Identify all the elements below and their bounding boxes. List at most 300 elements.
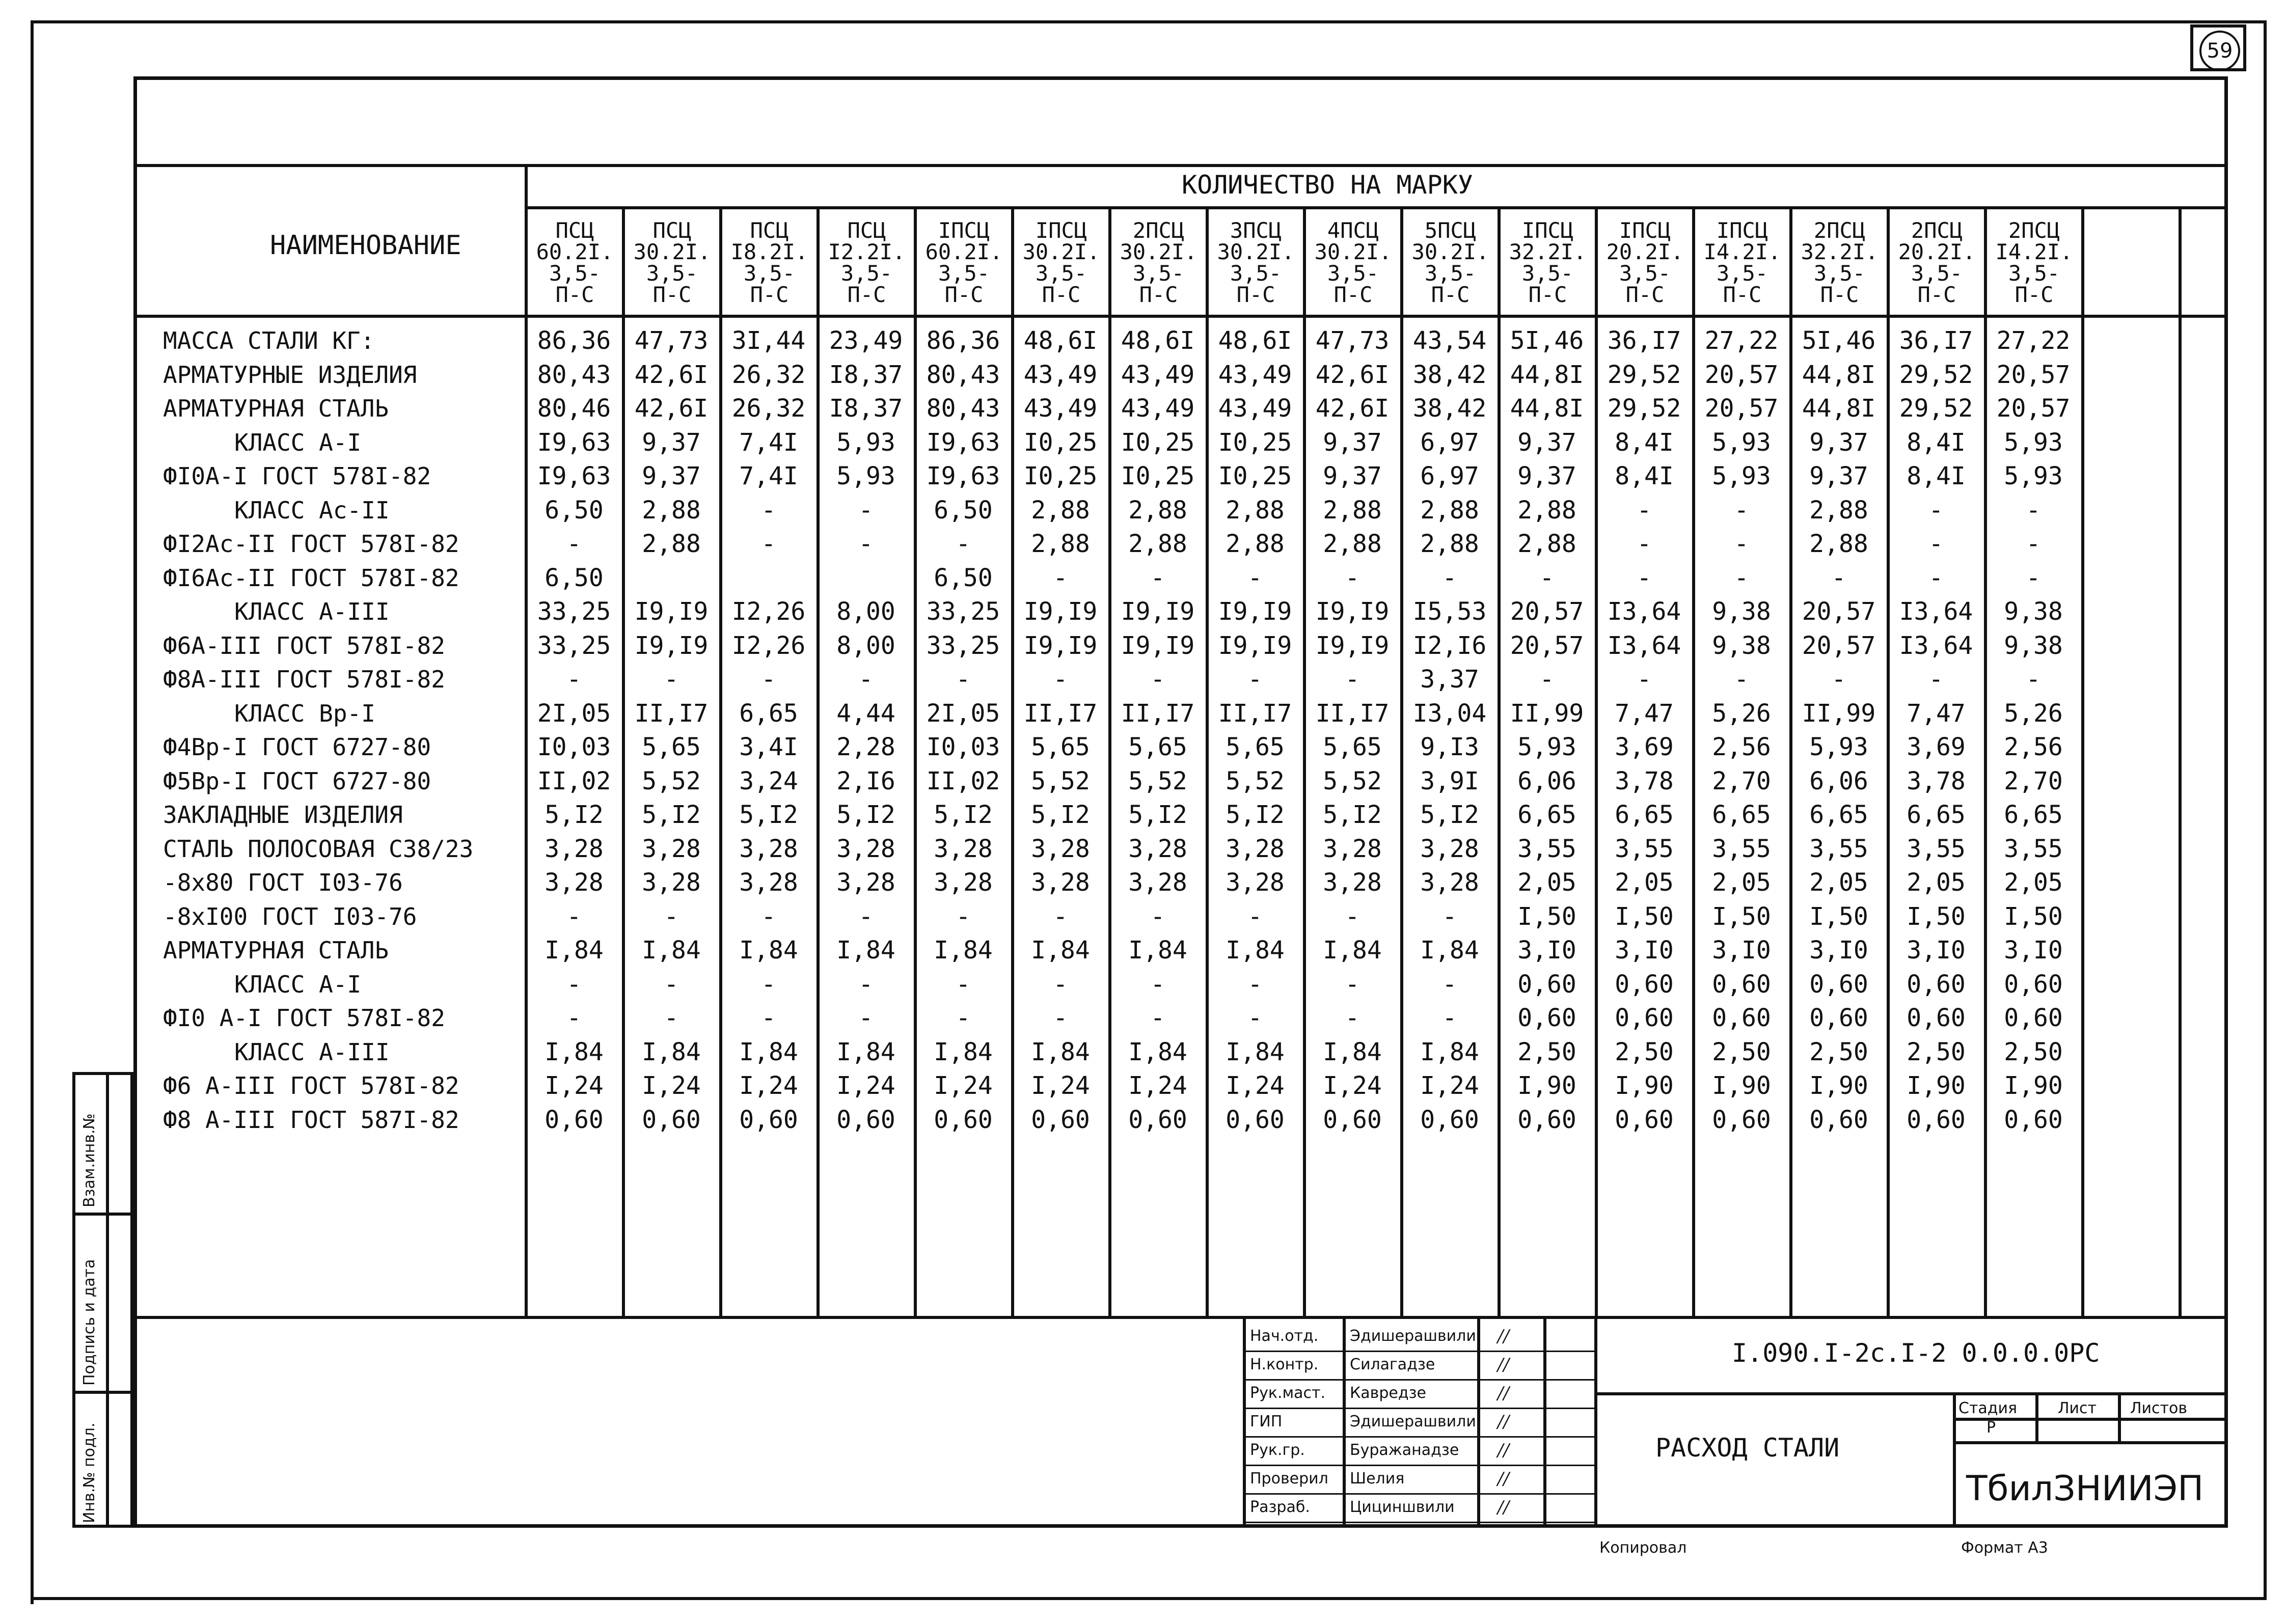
mark-line: 30.2I.	[1022, 239, 1100, 264]
table-cell: 36,I7	[1607, 326, 1681, 355]
table-cell: -	[1442, 970, 1457, 999]
table-cell: I9,I9	[1218, 597, 1292, 626]
table-cell: 42,6I	[1315, 360, 1390, 389]
table-cell: -	[1053, 902, 1068, 931]
table-cell: 2,05	[1517, 868, 1576, 897]
table-cell: I,84	[1031, 936, 1090, 965]
table-cell: I8,37	[829, 394, 903, 423]
person-label: Буражанадзе	[1350, 1441, 1459, 1459]
mark-line: 2ПСЦ	[2008, 218, 2060, 243]
mark-header	[625, 220, 719, 306]
table-cell: 3,28	[739, 868, 798, 897]
table-cell: 2,88	[1128, 496, 1187, 525]
header-bottom-line	[133, 315, 2228, 318]
signature-mark: ∕∕	[1498, 1383, 1509, 1403]
table-cell: -	[1247, 665, 1263, 694]
row-name: КЛАСС А-III	[234, 1038, 390, 1066]
table-cell: 38,42	[1412, 360, 1487, 389]
side-divider-2	[75, 1391, 130, 1394]
mark-line: I2.2I.	[828, 239, 906, 264]
table-cell: 48,6I	[1121, 326, 1195, 355]
table-cell: 3,9I	[1420, 766, 1479, 795]
table-cell: 3,28	[1420, 868, 1479, 897]
side-label-signature: Подпись и дата	[80, 1259, 98, 1386]
mark-line: 60.2I.	[925, 239, 1003, 264]
table-cell: 8,4I	[1907, 428, 1966, 457]
table-cell: 6,65	[1907, 801, 1966, 829]
tb-main-div	[1594, 1316, 1597, 1528]
mark-line: 3,5-	[1132, 261, 1185, 286]
person-label: Силагадзе	[1350, 1356, 1435, 1373]
table-cell: 8,00	[836, 631, 895, 660]
side-stamp	[72, 1072, 133, 1528]
table-cell: 3,78	[1615, 766, 1674, 795]
side-label-replace: Взам.инв.№	[80, 1113, 98, 1207]
mark-line: 20.2I.	[1898, 239, 1976, 264]
table-cell: I,84	[1128, 936, 1187, 965]
table-cell: 3,28	[545, 868, 604, 897]
table-cell: -	[2026, 665, 2041, 694]
mark-line: 2ПСЦ	[1911, 218, 1963, 243]
table-cell: -	[1345, 902, 1360, 931]
table-cell: I3,64	[1607, 597, 1681, 626]
table-cell: 43,54	[1412, 326, 1487, 355]
table-cell: -	[1637, 563, 1652, 592]
table-cell: II,99	[1510, 699, 1584, 728]
table-cell: 20,57	[1996, 394, 2071, 423]
table-cell: 5,65	[1031, 733, 1090, 761]
table-cell: 0,60	[642, 1105, 701, 1134]
table-cell: 5,93	[1712, 462, 1771, 490]
stage-label: Стадия	[1958, 1399, 2018, 1417]
row-name: ФI6Ас-II ГОСТ 578I-82	[163, 564, 459, 592]
sheets-label: Листов	[2130, 1399, 2188, 1417]
table-cell: 86,36	[926, 326, 1000, 355]
mark-line: IПСЦ	[1619, 218, 1671, 243]
table-cell: -	[1053, 563, 1068, 592]
table-cell: I0,25	[1023, 462, 1098, 490]
table-cell: I,84	[642, 936, 701, 965]
table-cell: 9,37	[642, 462, 701, 490]
row-name: ФI0А-I ГОСТ 578I-82	[163, 462, 431, 490]
table-cell: II,I7	[634, 699, 709, 728]
mark-line: 2ПСЦ	[1132, 218, 1185, 243]
name-column-header: НАИМЕНОВАНИЕ	[270, 230, 461, 261]
table-cell: -	[1928, 563, 1944, 592]
mark-line: 30.2I.	[1120, 239, 1198, 264]
row-name: Ф5Вр-I ГОСТ 6727-80	[163, 767, 431, 795]
copied-label: Копировал	[1599, 1539, 1687, 1557]
table-cell: 0,60	[1517, 1105, 1576, 1134]
person-label: Эдишерашвили	[1350, 1327, 1476, 1345]
table-cell: 0,60	[1907, 1105, 1966, 1134]
table-cell: 38,42	[1412, 394, 1487, 423]
role-line	[1243, 1351, 1594, 1352]
person-label: Цициншвили	[1350, 1498, 1455, 1516]
table-cell: 8,00	[836, 597, 895, 626]
row-name: ЗАКЛАДНЫЕ ИЗДЕЛИЯ	[163, 801, 403, 829]
table-cell: -	[1831, 665, 1846, 694]
table-cell: 44,8I	[1802, 394, 1876, 423]
table-cell: 5,93	[2004, 462, 2063, 490]
table-cell: -	[664, 902, 679, 931]
mark-line: П-С	[1625, 282, 1665, 307]
table-cell: 2,50	[1809, 1037, 1868, 1066]
table-cell: I,90	[1907, 1071, 1966, 1100]
signature-mark: ∕∕	[1498, 1469, 1509, 1489]
table-cell: 9,38	[2004, 597, 2063, 626]
table-cell: 42,6I	[634, 360, 709, 389]
table-cell: -	[956, 970, 971, 999]
table-cell: 0,60	[1615, 970, 1674, 999]
row-name: -8х80 ГОСТ I03-76	[163, 869, 403, 896]
table-cell: I,84	[739, 1037, 798, 1066]
tb-stage-div2	[2118, 1392, 2121, 1441]
mark-line: П-С	[555, 282, 594, 307]
mark-line: 3,5-	[938, 261, 990, 286]
mark-header	[917, 220, 1011, 306]
table-cell: 8,4I	[1907, 462, 1966, 490]
table-cell: 0,60	[1615, 1105, 1674, 1134]
table-cell: -	[2026, 530, 2041, 558]
table-cell: 3,28	[836, 868, 895, 897]
table-cell: I,24	[642, 1071, 701, 1100]
table-cell: I,84	[1226, 1037, 1285, 1066]
table-cell: 9,37	[1809, 462, 1868, 490]
table-cell: 29,52	[1899, 394, 1973, 423]
table-cell: 5,26	[1712, 699, 1771, 728]
table-cell: I9,63	[537, 428, 611, 457]
mark-header	[1111, 220, 1206, 306]
row-name: Ф8 А-III ГОСТ 587I-82	[163, 1106, 459, 1134]
table-cell: 5,65	[1323, 733, 1382, 761]
row-name: КЛАСС Ас-II	[234, 496, 390, 524]
table-cell: I,50	[1712, 902, 1771, 931]
table-cell: I9,I9	[634, 597, 709, 626]
tb-left	[1243, 1316, 1246, 1528]
table-cell: I9,I9	[1121, 631, 1195, 660]
table-cell: -	[664, 1004, 679, 1032]
table-cell: 2,50	[2004, 1037, 2063, 1066]
table-cell: I,84	[934, 1037, 993, 1066]
mark-line: 3,5-	[2008, 261, 2060, 286]
tb-sig-div	[1543, 1316, 1546, 1528]
table-cell: 5,52	[642, 766, 701, 795]
table-cell: I0,03	[537, 733, 611, 761]
table-cell: 27,22	[1704, 326, 1779, 355]
table-cell: -	[956, 530, 971, 558]
mark-line: 30.2I.	[1217, 239, 1295, 264]
table-cell: I0,25	[1121, 462, 1195, 490]
table-cell: 5,65	[1128, 733, 1187, 761]
person-label: Эдишерашвили	[1350, 1413, 1476, 1430]
table-cell: 5,93	[836, 428, 895, 457]
mark-header	[1598, 220, 1692, 306]
table-cell: 20,57	[1510, 597, 1584, 626]
table-cell: 80,43	[926, 394, 1000, 423]
row-name: АРМАТУРНАЯ СТАЛЬ	[163, 395, 389, 422]
table-cell: -	[956, 902, 971, 931]
tb-right-div	[1953, 1392, 1956, 1528]
table-cell: 0,60	[2004, 1004, 2063, 1032]
row-name: Ф4Вр-I ГОСТ 6727-80	[163, 733, 431, 761]
table-cell: I,90	[1809, 1071, 1868, 1100]
table-cell: 5,52	[1128, 766, 1187, 795]
table-cell: I9,I9	[1218, 631, 1292, 660]
mark-line: 60.2I.	[536, 239, 614, 264]
table-cell: 3,I0	[2004, 936, 2063, 965]
mark-line: 3,5-	[549, 261, 601, 286]
table-cell: I,84	[1323, 1037, 1382, 1066]
mark-line: 3,5-	[1424, 261, 1477, 286]
table-cell: -	[566, 1004, 582, 1032]
row-name: Ф8А-III ГОСТ 578I-82	[163, 666, 445, 693]
mark-line: П-С	[750, 282, 789, 307]
table-cell: 3,55	[1809, 834, 1868, 863]
table-cell: 3,55	[1517, 834, 1576, 863]
table-cell: 3,37	[1420, 665, 1479, 694]
table-cell: 2,I6	[836, 766, 895, 795]
table-cell: -	[1637, 665, 1652, 694]
mark-line: ПСЦ	[847, 218, 886, 243]
table-cell: -	[761, 902, 776, 931]
table-cell: 6,50	[934, 496, 993, 525]
table-cell: 0,60	[2004, 970, 2063, 999]
table-cell: 4,44	[836, 699, 895, 728]
header-top-line	[133, 164, 2228, 167]
table-cell: 36,I7	[1899, 326, 1973, 355]
mark-header	[1987, 220, 2081, 306]
table-cell: 20,57	[1802, 597, 1876, 626]
mark-header	[528, 220, 622, 306]
table-cell: 3,28	[1226, 834, 1285, 863]
table-cell: 29,52	[1607, 360, 1681, 389]
table-cell: I,84	[934, 936, 993, 965]
mark-header	[722, 220, 817, 306]
table-cell: 3,28	[1128, 868, 1187, 897]
mark-line: П-С	[1723, 282, 1762, 307]
table-cell: I3,64	[1607, 631, 1681, 660]
table-cell: 5I,46	[1802, 326, 1876, 355]
signature-mark: ∕∕	[1498, 1412, 1509, 1432]
top-frame-line	[31, 20, 2267, 23]
table-cell: 5,I2	[739, 801, 798, 829]
table-cell: 9,37	[1323, 428, 1382, 457]
mark-header	[1501, 220, 1595, 306]
mark-line: 5ПСЦ	[1424, 218, 1477, 243]
organization: ТбилЗНИИЭП	[1966, 1469, 2204, 1509]
table-cell: 44,8I	[1802, 360, 1876, 389]
table-cell: I0,25	[1023, 428, 1098, 457]
table-cell: 0,60	[1517, 1004, 1576, 1032]
mark-line: IПСЦ	[1035, 218, 1087, 243]
role-line	[1243, 1436, 1594, 1438]
table-cell: I,24	[1323, 1071, 1382, 1100]
table-cell: I,84	[1420, 936, 1479, 965]
table-cell: 0,60	[2004, 1105, 2063, 1134]
table-cell: 3,78	[1907, 766, 1966, 795]
mark-line: П-С	[1042, 282, 1081, 307]
table-cell: -	[1442, 902, 1457, 931]
table-cell: I9,I9	[1315, 597, 1390, 626]
mark-line: П-С	[1917, 282, 1956, 307]
table-cell: 7,4I	[739, 462, 798, 490]
sheet-label: Лист	[2058, 1399, 2097, 1417]
table-cell: 5,I2	[1226, 801, 1285, 829]
document-code: I.090.I-2с.I-2 0.0.0.0РС	[1732, 1338, 2100, 1368]
table-cell: -	[858, 496, 874, 525]
row-name: ФI2Ас-II ГОСТ 578I-82	[163, 530, 459, 558]
table-cell: II,I7	[1218, 699, 1292, 728]
table-cell: 0,60	[934, 1105, 993, 1134]
table-cell: 6,97	[1420, 428, 1479, 457]
tb-role-div	[1343, 1316, 1346, 1528]
table-cell: I,50	[2004, 902, 2063, 931]
table-cell: 3,28	[934, 868, 993, 897]
table-cell: I2,I6	[1412, 631, 1487, 660]
table-cell: I,84	[836, 936, 895, 965]
table-cell: 6,50	[934, 563, 993, 592]
table-cell: 3,28	[1031, 868, 1090, 897]
table-cell: 0,60	[1809, 1004, 1868, 1032]
mark-header	[1695, 220, 1789, 306]
table-cell: -	[1247, 1004, 1263, 1032]
role-line	[1243, 1522, 1594, 1523]
mark-line: П-С	[2015, 282, 2054, 307]
mark-line: П-С	[944, 282, 984, 307]
table-cell: 43,49	[1023, 394, 1098, 423]
table-cell: -	[1637, 530, 1652, 558]
mark-header	[1890, 220, 1984, 306]
table-cell: 2I,05	[537, 699, 611, 728]
table-cell: 2,50	[1615, 1037, 1674, 1066]
table-cell: -	[1734, 665, 1749, 694]
table-cell: 33,25	[537, 631, 611, 660]
table-cell: -	[1053, 665, 1068, 694]
table-cell: 2,88	[642, 530, 701, 558]
mark-line: 3,5-	[1911, 261, 1963, 286]
table-cell: 3,28	[1323, 868, 1382, 897]
role-line	[1243, 1379, 1594, 1381]
table-cell: -	[1539, 563, 1555, 592]
table-cell: 2,05	[1809, 868, 1868, 897]
table-cell: 3,55	[1615, 834, 1674, 863]
row-name: Ф6 А-III ГОСТ 578I-82	[163, 1072, 459, 1099]
document-title: РАСХОД СТАЛИ	[1655, 1433, 1840, 1463]
table-cell: 9,38	[2004, 631, 2063, 660]
mark-line: 3,5-	[1230, 261, 1282, 286]
table-cell: I,84	[545, 936, 604, 965]
mark-line: 2ПСЦ	[1813, 218, 1866, 243]
format-label: Формат А3	[1961, 1539, 2048, 1557]
table-cell: -	[566, 902, 582, 931]
table-cell: 6,50	[545, 563, 604, 592]
table-cell: 3,69	[1615, 733, 1674, 761]
table-cell: I3,64	[1899, 631, 1973, 660]
table-cell: 0,60	[1128, 1105, 1187, 1134]
mark-line: П-С	[1236, 282, 1275, 307]
row-name: СТАЛЬ ПОЛОСОВАЯ С38/23	[163, 835, 474, 863]
table-cell: I,24	[545, 1071, 604, 1100]
table-cell: 6,97	[1420, 462, 1479, 490]
table-cell: -	[1247, 563, 1263, 592]
table-cell: 2,88	[1420, 530, 1479, 558]
row-name: АРМАТУРНАЯ СТАЛЬ	[163, 937, 389, 964]
title-block	[1243, 1316, 2228, 1528]
table-cell: II,I7	[1121, 699, 1195, 728]
table-cell: -	[1928, 530, 1944, 558]
table-cell: 2,88	[642, 496, 701, 525]
role-label: Проверил	[1250, 1470, 1328, 1488]
table-cell: -	[1345, 563, 1360, 592]
table-cell: 43,49	[1218, 360, 1292, 389]
table-cell: 5,65	[1226, 733, 1285, 761]
table-cell: 6,65	[1517, 801, 1576, 829]
side-divider-v	[106, 1075, 109, 1525]
table-cell: 0,60	[1323, 1105, 1382, 1134]
mark-line: 30.2I.	[1314, 239, 1392, 264]
table-cell: I9,63	[926, 428, 1000, 457]
mark-line: ПСЦ	[652, 218, 692, 243]
mark-line: П-С	[1334, 282, 1373, 307]
mark-line: П-С	[652, 282, 692, 307]
table-cell: 6,65	[2004, 801, 2063, 829]
sheet-number: 59	[2207, 39, 2233, 63]
person-label: Кавредзе	[1350, 1384, 1427, 1402]
table-cell: -	[858, 665, 874, 694]
table-cell: 3,28	[934, 834, 993, 863]
table-cell: I,50	[1907, 902, 1966, 931]
mark-line: 3,5-	[646, 261, 698, 286]
mark-line: 30.2I.	[633, 239, 711, 264]
table-cell: 6,06	[1517, 766, 1576, 795]
table-cell: 6,65	[739, 699, 798, 728]
table-cell: 3,28	[642, 868, 701, 897]
quantity-title: КОЛИЧЕСТВО НА МАРКУ	[1182, 170, 1473, 200]
table-cell: 5,I2	[545, 801, 604, 829]
table-cell: 0,60	[1615, 1004, 1674, 1032]
table-cell: 5,52	[1031, 766, 1090, 795]
table-cell: I,24	[1128, 1071, 1187, 1100]
table-cell: I0,25	[1121, 428, 1195, 457]
table-cell: 2,28	[836, 733, 895, 761]
table-cell: -	[1053, 970, 1068, 999]
table-cell: 2,88	[1517, 496, 1576, 525]
table-cell: 20,57	[1996, 360, 2071, 389]
table-cell: I0,03	[926, 733, 1000, 761]
table-cell: 48,6I	[1218, 326, 1292, 355]
table-cell: 0,60	[1712, 1004, 1771, 1032]
table-cell: 0,60	[1907, 970, 1966, 999]
table-cell: 6,65	[1809, 801, 1868, 829]
table-cell: 0,60	[739, 1105, 798, 1134]
table-cell: 0,60	[1226, 1105, 1285, 1134]
table-cell: 2,88	[1226, 496, 1285, 525]
table-cell: 0,60	[1420, 1105, 1479, 1134]
table-cell: 3,I0	[1712, 936, 1771, 965]
table-cell: 47,73	[1315, 326, 1390, 355]
row-name: КЛАСС А-III	[234, 598, 390, 625]
table-cell: 23,49	[829, 326, 903, 355]
tb-person-div	[1477, 1316, 1480, 1528]
table-cell: I,24	[836, 1071, 895, 1100]
table-cell: 9,37	[1517, 428, 1576, 457]
table-cell: -	[1150, 1004, 1165, 1032]
mark-line: 32.2I.	[1509, 239, 1587, 264]
table-cell: 2,50	[1907, 1037, 1966, 1066]
mark-line: I4.2I.	[1703, 239, 1781, 264]
tb-code-line	[1594, 1392, 2228, 1395]
